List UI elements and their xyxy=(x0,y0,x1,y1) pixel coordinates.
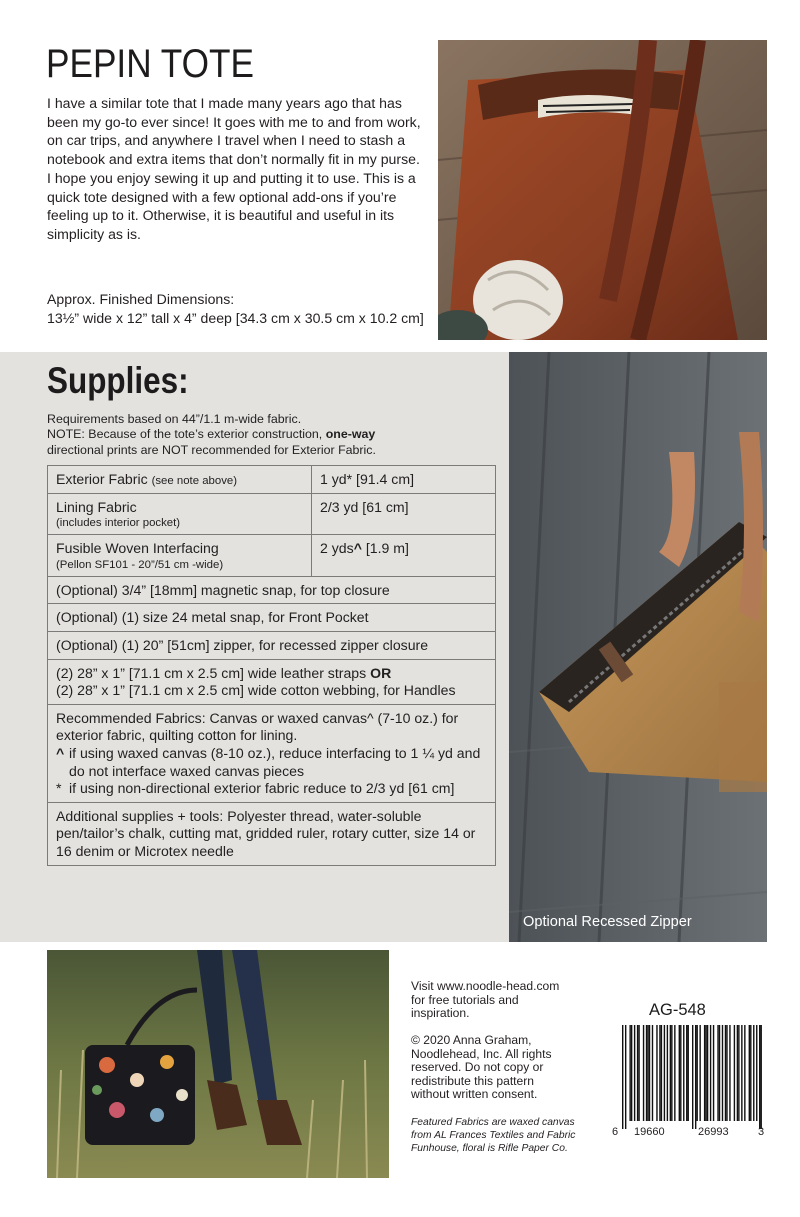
barcode-bar xyxy=(680,1025,681,1121)
barcode-bar xyxy=(638,1025,639,1121)
barcode-bar xyxy=(671,1025,672,1121)
barcode-bar xyxy=(734,1025,735,1121)
table-row xyxy=(48,604,496,632)
barcode-bar xyxy=(683,1025,684,1121)
supplies-table xyxy=(47,465,496,866)
supply-amount: 2 yds^ [1.9 m] xyxy=(312,535,496,577)
optional-metal-snap: (Optional) (1) size 24 metal snap, for Front Pocket xyxy=(48,604,496,632)
optional-zipper: (Optional) (1) 20” [51cm] zipper, for recessed zipper closure xyxy=(48,631,496,659)
barcode-bar xyxy=(629,1025,630,1121)
supplies-note xyxy=(47,412,497,458)
table-row xyxy=(48,631,496,659)
sku-number: AG-548 xyxy=(649,1001,706,1019)
barcode-bar xyxy=(722,1025,723,1121)
supply-amount: 2/3 yd [61 cm] xyxy=(312,493,496,535)
supply-item: Exterior Fabric (see note above) xyxy=(48,466,312,494)
handles-supply: (2) 28” x 1” [71.1 cm x 2.5 cm] wide leather straps OR (2) 28” x 1” [71.1 cm x 2.5 cm] wide cotton webbing, for Handles xyxy=(48,659,496,704)
barcode-bar xyxy=(622,1025,623,1129)
or-emphasis: OR xyxy=(370,664,392,681)
barcode-bar xyxy=(726,1025,727,1121)
barcode-bar xyxy=(679,1025,680,1121)
supplies-heading: Supplies: xyxy=(47,360,189,401)
barcode-bar xyxy=(761,1025,762,1129)
supply-item: Lining Fabric (includes interior pocket) xyxy=(48,493,312,535)
barcode-bar xyxy=(699,1025,700,1121)
barcode-bar xyxy=(750,1025,751,1121)
barcode-bar xyxy=(759,1025,760,1129)
barcode-bar xyxy=(670,1025,671,1121)
asterisk-mark: * xyxy=(56,780,62,797)
barcode-digits-left: 19660 xyxy=(634,1126,665,1137)
table-row xyxy=(48,576,496,604)
barcode-digit-lead: 6 xyxy=(612,1126,619,1137)
barcode-bar xyxy=(753,1025,754,1121)
table-row xyxy=(48,466,496,494)
barcode-digit-check: 3 xyxy=(758,1126,765,1137)
barcode-bar xyxy=(692,1025,693,1129)
barcode-bar xyxy=(649,1025,650,1121)
dimensions-value: 13½” wide x 12” tall x 4” deep [34.3 cm x 30.5 cm x 10.2 cm] xyxy=(47,309,424,326)
barcode-bar xyxy=(625,1025,626,1129)
barcode-bar xyxy=(713,1025,714,1121)
caret-mark: ^ xyxy=(56,744,65,761)
supply-amount: 1 yd* [91.4 cm] xyxy=(312,466,496,494)
intro-paragraph: I have a similar tote that I made many years ago that has been my go-to ever since! It goes with me to and from work, on car trips, and anywhere I travel when I need to stash a notebook and extra items that don’t normally fit in my purse. I hope you enjoy sewing it up and putting it to use. This is a quick tote designed with a few optional add-ons if you’re feeling up to it. Otherwise, it is beautiful and useful in its simplicity as is. xyxy=(47,95,421,242)
barcode-bar xyxy=(647,1025,648,1121)
barcode-bar xyxy=(695,1025,696,1129)
barcode-bar xyxy=(696,1025,697,1121)
barcode-bar xyxy=(749,1025,750,1121)
table-row xyxy=(48,535,496,577)
barcode-bar xyxy=(717,1025,718,1121)
barcode-bar xyxy=(667,1025,668,1121)
barcode-bar xyxy=(741,1025,742,1121)
table-row xyxy=(48,704,496,802)
barcode-bar xyxy=(725,1025,726,1121)
page-title: PEPIN TOTE xyxy=(46,42,255,86)
barcode-bar xyxy=(634,1025,635,1121)
dimensions-label: Approx. Finished Dimensions: xyxy=(47,291,235,307)
featured-fabrics-credit: Featured Fabrics are waxed canvas from AL Frances Textiles and Fabric Funhouse, floral is Rifle Paper Co. xyxy=(411,1117,576,1154)
barcode-bar xyxy=(710,1025,711,1121)
directional-note: NOTE: Because of the tote’s exterior construction, one-way xyxy=(47,427,376,442)
barcode-bar xyxy=(688,1025,689,1121)
barcode-bar xyxy=(744,1025,745,1121)
one-way-emphasis: one-way xyxy=(325,427,376,442)
barcode-bar xyxy=(643,1025,644,1121)
tote-photo-rust xyxy=(438,40,767,340)
barcode-bar xyxy=(707,1025,708,1121)
barcode-bar xyxy=(704,1025,705,1121)
barcode-bar xyxy=(652,1025,653,1121)
tote-photo-floral xyxy=(47,950,389,1178)
requirement-note: Requirements based on 44”/1.1 m-wide fabric. xyxy=(47,412,302,426)
barcode-bar xyxy=(661,1025,662,1121)
tote-photo-zipper xyxy=(509,352,767,942)
barcode-bar xyxy=(631,1025,632,1121)
barcode-bar xyxy=(738,1025,739,1121)
barcode xyxy=(612,1025,767,1137)
photo-caption: Optional Recessed Zipper xyxy=(523,914,692,930)
optional-magnetic-snap: (Optional) 3/4” [18mm] magnetic snap, for top closure xyxy=(48,576,496,604)
table-row xyxy=(48,659,496,704)
barcode-bar xyxy=(646,1025,647,1121)
barcode-bar xyxy=(674,1025,675,1121)
barcode-bar xyxy=(659,1025,660,1121)
recommended-fabrics: Recommended Fabrics: Canvas or waxed canvas^ (7-10 oz.) for exterior fabric, quilting cotton for lining. ^ if using waxed canvas (8-10 oz.), reduce interfacing to 1 ¼ yd and do not interface waxed canvas pieces * if using non-directional exterior fabric reduce to 2/3 yd [61 cm] xyxy=(48,704,496,802)
table-row xyxy=(48,493,496,535)
additional-supplies: Additional supplies + tools: Polyester thread, water-soluble pen/tailor’s chalk, cutting mat, gridded ruler, rotary cutter, size 14 or 16 denim or Microtex needle xyxy=(48,802,496,865)
barcode-bar xyxy=(737,1025,738,1121)
barcode-bar xyxy=(664,1025,665,1121)
barcode-bar xyxy=(756,1025,757,1121)
finished-dimensions xyxy=(47,290,437,327)
visit-website: Visit www.noodle-head.com for free tutorials and inspiration. xyxy=(411,979,560,1021)
barcode-bar xyxy=(637,1025,638,1121)
supply-item: Fusible Woven Interfacing (Pellon SF101 - 20”/51 cm -wide) xyxy=(48,535,312,577)
barcode-digits-right: 26993 xyxy=(698,1126,729,1137)
barcode-bar xyxy=(686,1025,687,1121)
copyright-notice: © 2020 Anna Graham, Noodlehead, Inc. All rights reserved. Do not copy or redistribute this pattern without written consent. xyxy=(411,1033,552,1102)
barcode-bar xyxy=(656,1025,657,1121)
barcode-bar xyxy=(719,1025,720,1121)
barcode-bar xyxy=(729,1025,730,1121)
table-row xyxy=(48,802,496,865)
barcode-bar xyxy=(705,1025,706,1121)
directional-note-cont: directional prints are NOT recommended for Exterior Fabric. xyxy=(47,442,376,457)
